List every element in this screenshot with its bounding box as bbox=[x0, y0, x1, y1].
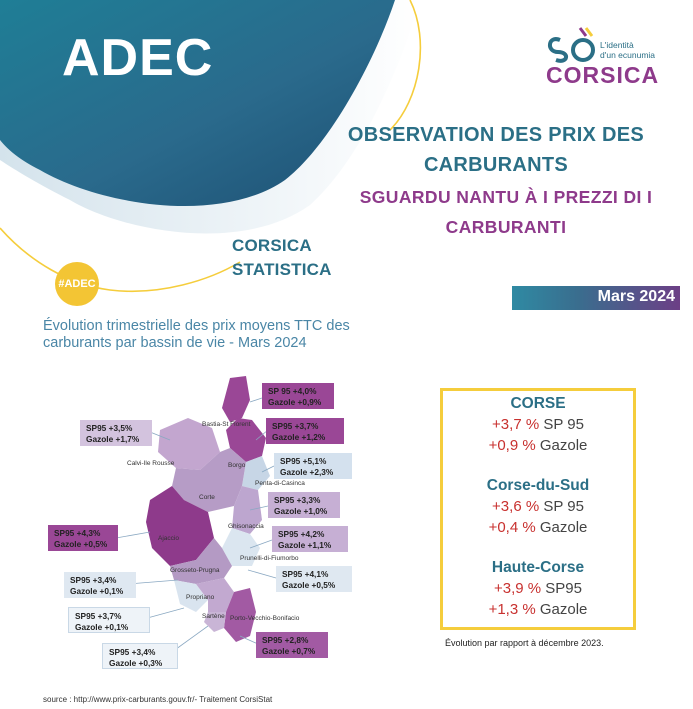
date-bar bbox=[512, 286, 680, 310]
label-sartene-gazole: Gazole +0,3% bbox=[109, 658, 163, 668]
title-corsican-line2: CARBURANTI bbox=[445, 217, 567, 237]
summary-corse-sp95-value: +3,7 % bbox=[492, 416, 540, 433]
summary-corse-du-sud bbox=[443, 475, 633, 538]
label-ghisonaccia bbox=[272, 526, 348, 552]
summary-haute-gazole-value: +1,3 % bbox=[488, 601, 536, 618]
city-calvi: Calvi-Ile Rousse bbox=[127, 460, 175, 467]
summary-sud-sp95-value: +3,6 % bbox=[492, 498, 540, 515]
summary-sud-gazole-label: Gazole bbox=[539, 519, 588, 536]
brand-title: ADEC bbox=[62, 29, 214, 87]
title-corsican bbox=[330, 182, 682, 242]
logo-word: CORSICA bbox=[546, 62, 660, 88]
title-french bbox=[310, 120, 682, 180]
city-grosseto: Grosseto-Prugna bbox=[170, 567, 220, 574]
logo-tagline-line2: d'un ecunumia bbox=[600, 50, 656, 60]
summary-sud-sp95-label: SP 95 bbox=[543, 498, 584, 515]
map-subtitle-line2: carburants par bassin de vie - Mars 2024 bbox=[43, 335, 307, 351]
label-ajaccio bbox=[48, 525, 118, 551]
label-nord-sp95: SP 95 +4,0% bbox=[268, 386, 317, 396]
logo-tagline bbox=[600, 40, 655, 60]
city-borgo: Borgo bbox=[228, 462, 246, 469]
label-ghisonaccia-sp95: SP95 +4,2% bbox=[278, 529, 325, 539]
label-propriano-gazole: Gazole +0,1% bbox=[75, 622, 129, 632]
label-porto-vecchio bbox=[256, 632, 328, 658]
summary-corse-sp95-label: SP 95 bbox=[543, 416, 584, 433]
corsica-map bbox=[146, 376, 270, 642]
summary-box bbox=[440, 388, 636, 630]
summary-haute-corse bbox=[443, 557, 633, 620]
city-ghisonaccia: Ghisonaccia bbox=[228, 523, 264, 530]
title-french-line2: CARBURANTS bbox=[423, 154, 569, 176]
title-corsican-line1: SGUARDU NANTU À I PREZZI DI I bbox=[359, 187, 653, 207]
label-ajaccio-sp95: SP95 +4,3% bbox=[54, 528, 101, 538]
corsica-logo-icon bbox=[550, 28, 593, 61]
label-penta bbox=[274, 453, 352, 479]
summary-haute-title: Haute-Corse bbox=[491, 559, 585, 576]
summary-sud-title: Corse-du-Sud bbox=[486, 477, 590, 494]
city-sartene: Sartène bbox=[202, 613, 225, 620]
label-penta-sp95: SP95 +5,1% bbox=[280, 456, 327, 466]
summary-sud-gazole-value: +0,4 % bbox=[488, 519, 536, 536]
city-prunelli: Prunelli-di-Fiumorbo bbox=[240, 555, 299, 562]
map-subtitle bbox=[43, 318, 393, 352]
label-ghisonaccia-gazole: Gazole +1,1% bbox=[278, 540, 332, 550]
label-propriano-sp95: SP95 +3,7% bbox=[75, 611, 122, 621]
label-prunelli bbox=[276, 566, 352, 592]
summary-corse-title: CORSE bbox=[510, 395, 566, 412]
label-grosseto bbox=[64, 572, 136, 598]
label-corte bbox=[268, 492, 340, 518]
source-line: source : http://www.prix-carburants.gouv.fr/- Traitement CorsiStat bbox=[43, 695, 273, 704]
city-porto: Porto-Vecchio-Bonifacio bbox=[230, 615, 300, 622]
city-penta: Penta-di-Casinca bbox=[255, 480, 305, 487]
title-french-line1: OBSERVATION DES PRIX DES bbox=[347, 124, 645, 146]
label-nord bbox=[262, 383, 334, 409]
label-corte-gazole: Gazole +1,0% bbox=[274, 506, 328, 516]
hashtag-badge: #ADEC bbox=[55, 262, 99, 306]
summary-haute-sp95-value: +3,9 % bbox=[494, 580, 542, 597]
label-porto-vecchio-gazole: Gazole +0,7% bbox=[262, 646, 316, 656]
yellow-curve-left bbox=[0, 228, 240, 291]
city-corte: Corte bbox=[199, 494, 215, 501]
label-corte-sp95: SP95 +3,3% bbox=[274, 495, 321, 505]
label-bastia bbox=[266, 418, 344, 444]
label-grosseto-gazole: Gazole +0,1% bbox=[70, 586, 124, 596]
label-calvi bbox=[80, 420, 152, 446]
label-nord-gazole: Gazole +0,9% bbox=[268, 397, 322, 407]
summary-corse-gazole-label: Gazole bbox=[539, 437, 588, 454]
label-sartene bbox=[102, 643, 178, 669]
city-bastia: Bastia-St Florent bbox=[202, 421, 251, 428]
city-propriano: Propriano bbox=[186, 594, 215, 601]
section-name bbox=[232, 234, 332, 282]
label-grosseto-sp95: SP95 +3,4% bbox=[70, 575, 117, 585]
label-bastia-gazole: Gazole +1,2% bbox=[272, 432, 326, 442]
date-label: Mars 2024 bbox=[597, 288, 675, 305]
label-ajaccio-gazole: Gazole +0,5% bbox=[54, 539, 108, 549]
logo-tagline-line1: L'identità bbox=[600, 40, 634, 50]
label-calvi-sp95: SP95 +3,5% bbox=[86, 423, 133, 433]
label-prunelli-sp95: SP95 +4,1% bbox=[282, 569, 329, 579]
section-name-line2: STATISTICA bbox=[232, 260, 332, 279]
label-penta-gazole: Gazole +2,3% bbox=[280, 467, 334, 477]
summary-haute-sp95-label: SP95 bbox=[545, 580, 582, 597]
label-porto-vecchio-sp95: SP95 +2,8% bbox=[262, 635, 309, 645]
label-calvi-gazole: Gazole +1,7% bbox=[86, 434, 140, 444]
evolution-note: Évolution par rapport à décembre 2023. bbox=[445, 638, 604, 648]
label-prunelli-gazole: Gazole +0,5% bbox=[282, 580, 336, 590]
label-bastia-sp95: SP95 +3,7% bbox=[272, 421, 319, 431]
summary-corse-gazole-value: +0,9 % bbox=[488, 437, 536, 454]
label-sartene-sp95: SP95 +3,4% bbox=[109, 647, 156, 657]
summary-haute-gazole-label: Gazole bbox=[539, 601, 588, 618]
map-subtitle-line1: Évolution trimestrielle des prix moyens TTC des bbox=[43, 318, 350, 334]
summary-corse bbox=[443, 393, 633, 456]
label-propriano bbox=[68, 607, 150, 633]
city-ajaccio: Ajaccio bbox=[158, 535, 179, 542]
section-name-line1: CORSICA bbox=[232, 236, 312, 255]
